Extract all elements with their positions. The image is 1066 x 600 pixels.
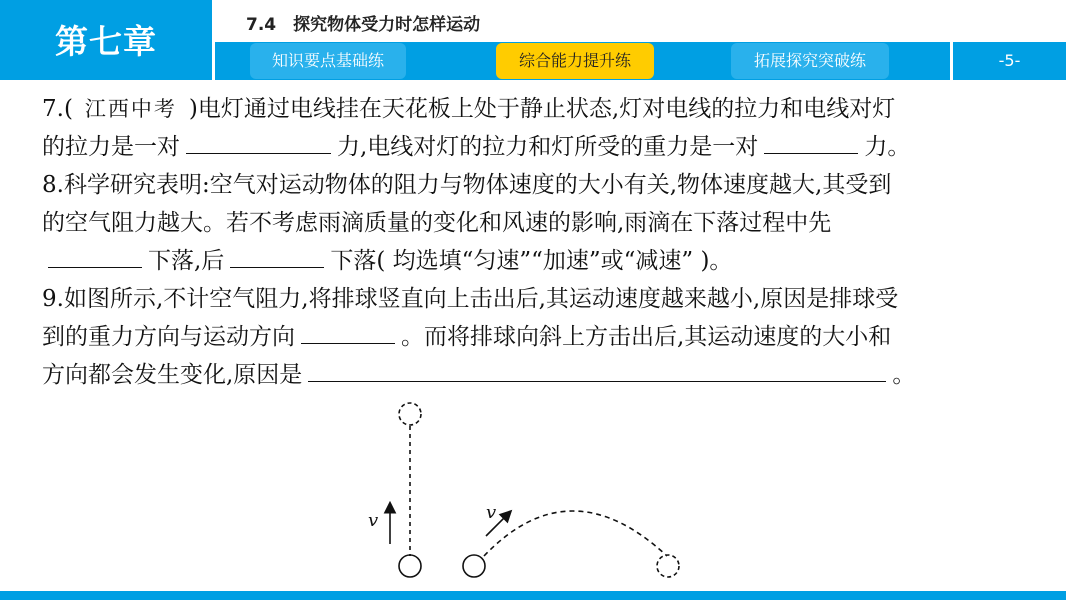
q7-source: 江西中考 [84, 97, 177, 121]
q9-line-2: 到的重力方向与运动方向 。而将排球向斜上方击出后,其运动速度的大小和 [42, 318, 1042, 356]
q9-line-3: 方向都会发生变化,原因是 。 [42, 356, 1042, 394]
velocity-label-2: v [486, 502, 497, 523]
q7-line-1: 7.( 江西中考 )电灯通过电线挂在天花板上处于静止状态,灯对电线的拉力和电线对灯 [42, 96, 896, 122]
q8-line-1: 8.科学研究表明:空气对运动物体的阻力与物体速度的大小有关,物体速度越大,其受到 [42, 172, 892, 198]
q8-line-3: 下落,后 下落( 均选填“匀速”“加速”或“减速” )。 [42, 242, 1042, 280]
answer-blank [230, 243, 324, 268]
answer-blank [308, 357, 886, 382]
q7-line-2: 的拉力是一对 力,电线对灯的拉力和灯所受的重力是一对 力。 [42, 128, 1042, 166]
tab-comprehensive-practice[interactable]: 综合能力提升练 [496, 43, 654, 79]
answer-blank [48, 243, 142, 268]
ball-end-oblique [657, 555, 679, 577]
tab-extension-practice[interactable]: 拓展探究突破练 [731, 43, 889, 79]
section-title: 7.4 探究物体受力时怎样运动 [246, 15, 481, 35]
q8-line-2: 的空气阻力越大。若不考虑雨滴质量的变化和风速的影响,雨滴在下落过程中先 [42, 210, 832, 236]
parabolic-path [484, 511, 667, 556]
bottom-bar [0, 591, 1066, 600]
volleyball-figure [350, 396, 690, 586]
chapter-title: 第七章 [55, 22, 157, 61]
tab-basic-practice[interactable]: 知识要点基础练 [250, 43, 406, 79]
question-content [42, 90, 1042, 394]
ball-top-position [399, 403, 421, 425]
ball-start-vertical [399, 555, 421, 577]
answer-blank [764, 129, 858, 154]
ball-start-oblique [463, 555, 485, 577]
velocity-label-1: v [368, 510, 379, 531]
answer-blank [186, 129, 331, 154]
page-number: -5- [998, 51, 1021, 70]
answer-blank [301, 319, 395, 344]
q9-line-1: 9.如图所示,不计空气阻力,将排球竖直向上击出后,其运动速度越来越小,原因是排球受 [42, 286, 899, 312]
